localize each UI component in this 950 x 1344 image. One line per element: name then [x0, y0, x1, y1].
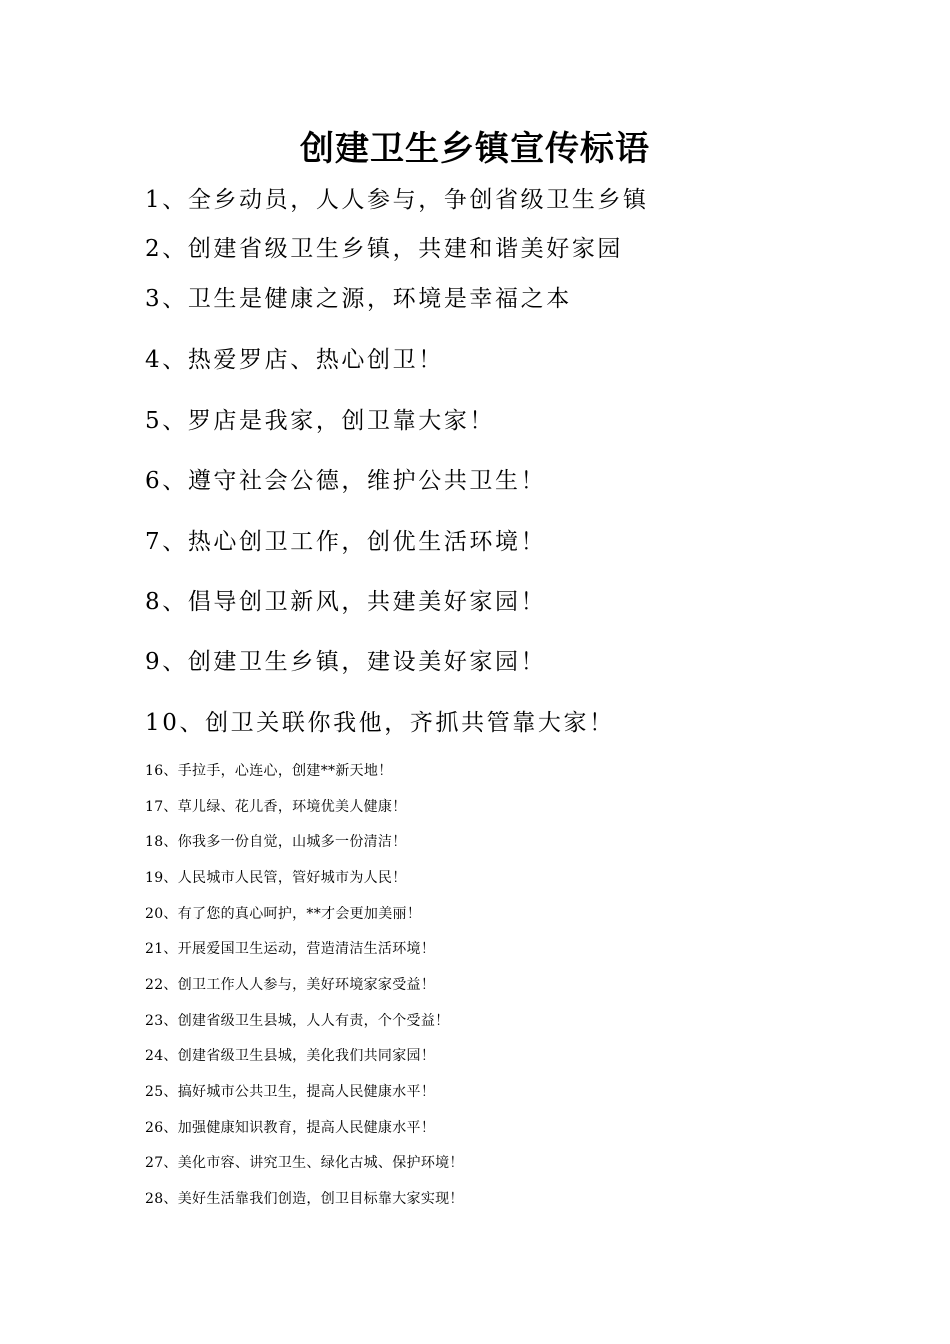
slogan-item: 18、你我多一份自觉，山城多一份清洁！: [145, 834, 407, 850]
slogan-item: 4、热爱罗店、热心创卫！: [145, 347, 444, 373]
slogan-item: 6、遵守社会公德，维护公共卫生！: [145, 468, 547, 494]
slogan-item: 28、美好生活靠我们创造，创卫目标靠大家实现！: [145, 1191, 464, 1207]
slogan-item: 10、创卫关联你我他，齐抓共管靠大家！: [145, 710, 615, 736]
slogan-item: 1、全乡动员，人人参与，争创省级卫生乡镇: [145, 187, 649, 213]
document-title: 创建卫生乡镇宣传标语: [300, 129, 650, 169]
slogan-item: 27、美化市容、讲究卫生、绿化古城、保护环境！: [145, 1155, 464, 1171]
slogan-item: 19、人民城市人民管，管好城市为人民！: [145, 870, 407, 886]
slogan-item: 24、创建省级卫生县城，美化我们共同家园！: [145, 1048, 436, 1064]
slogan-item: 16、手拉手，心连心，创建**新天地！: [145, 763, 393, 779]
slogan-item: 3、卫生是健康之源，环境是幸福之本: [145, 286, 572, 312]
slogan-item: 26、加强健康知识教育，提高人民健康水平！: [145, 1120, 436, 1136]
slogan-item: 21、开展爱国卫生运动，营造清洁生活环境！: [145, 941, 436, 957]
slogan-item: 25、搞好城市公共卫生，提高人民健康水平！: [145, 1084, 436, 1100]
slogan-item: 2、创建省级卫生乡镇，共建和谐美好家园: [145, 236, 624, 262]
slogan-item: 8、倡导创卫新风，共建美好家园！: [145, 589, 547, 615]
slogan-item: 17、草儿绿、花儿香，环境优美人健康！: [145, 799, 407, 815]
slogan-item: 22、创卫工作人人参与，美好环境家家受益！: [145, 977, 436, 993]
slogan-item: 9、创建卫生乡镇，建设美好家园！: [145, 649, 547, 675]
slogan-item: 5、罗店是我家，创卫靠大家！: [145, 408, 496, 434]
slogan-item: 23、创建省级卫生县城，人人有责，个个受益！: [145, 1013, 450, 1029]
slogan-item: 7、热心创卫工作，创优生活环境！: [145, 529, 547, 555]
slogan-item: 20、有了您的真心呵护，**才会更加美丽！: [145, 906, 422, 922]
